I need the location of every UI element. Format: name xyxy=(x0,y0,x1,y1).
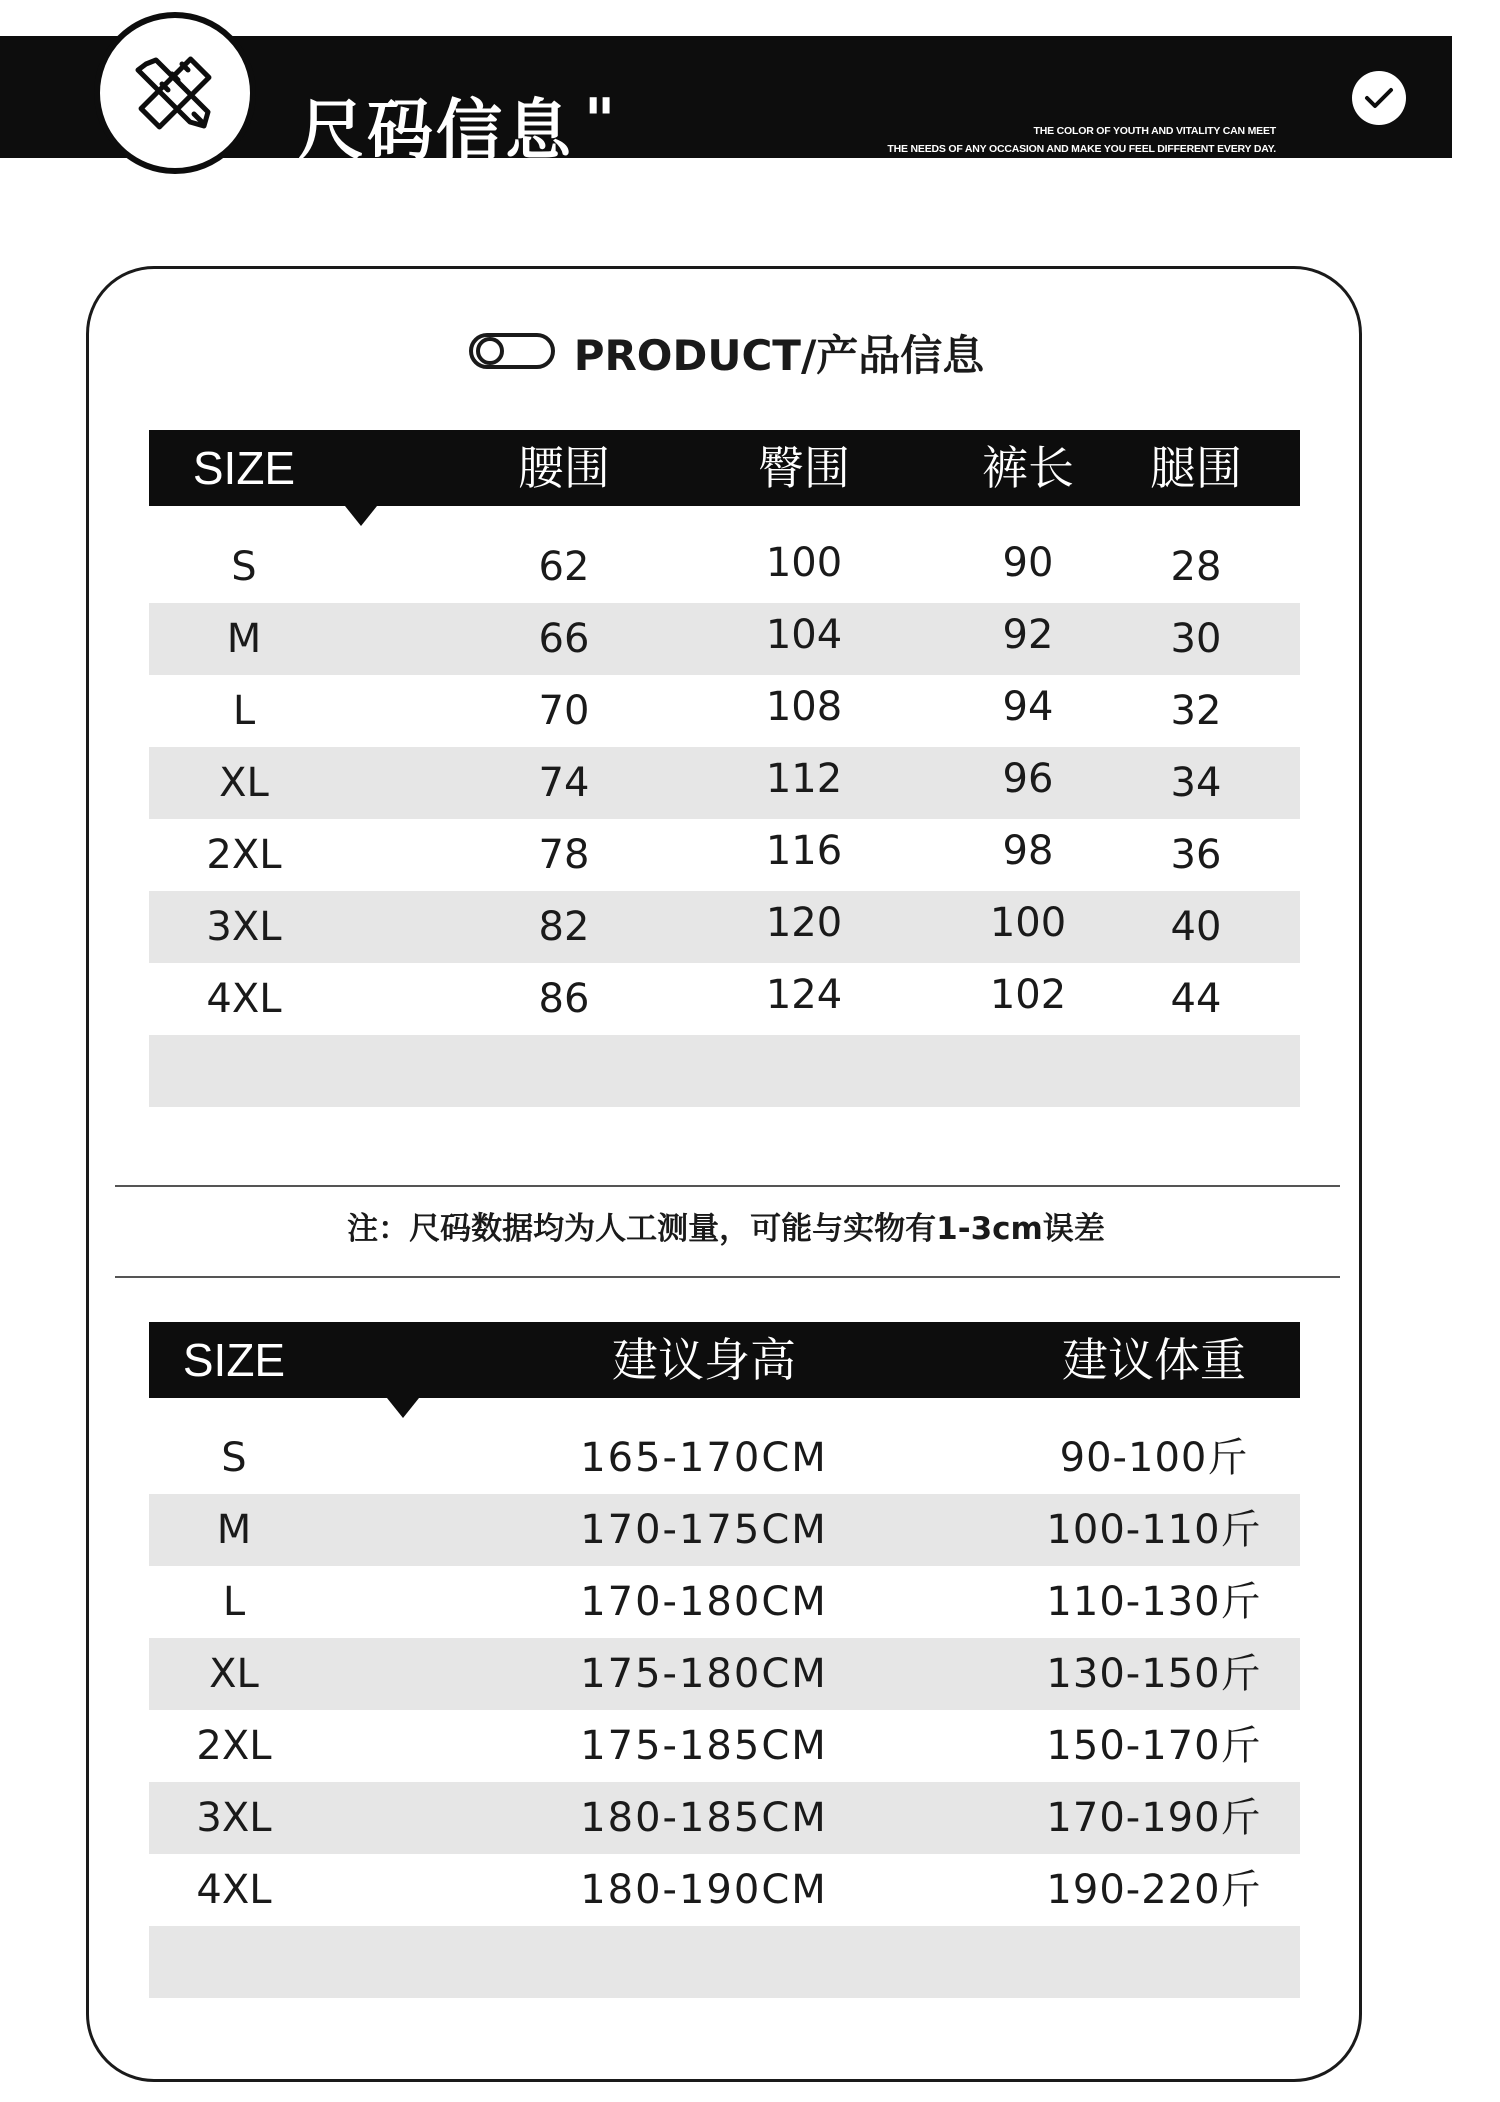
length-cell: 90 xyxy=(1002,540,1054,586)
height-cell: 180-185CM xyxy=(580,1795,828,1841)
height-cell: 165-170CM xyxy=(580,1435,828,1481)
divider-top xyxy=(115,1185,1340,1187)
size-cell: L xyxy=(222,1579,246,1625)
length-cell: 94 xyxy=(1002,684,1054,730)
table-row xyxy=(149,1566,1300,1638)
thigh-cell: 34 xyxy=(1170,760,1222,806)
check-icon xyxy=(1352,71,1406,125)
size-cell: M xyxy=(226,616,262,662)
waist-cell: 62 xyxy=(538,544,590,590)
waist-cell: 74 xyxy=(538,760,590,806)
table-row xyxy=(149,891,1300,963)
table-row xyxy=(149,675,1300,747)
thigh-cell: 36 xyxy=(1170,832,1222,878)
recommend-table-header xyxy=(149,1322,1300,1398)
header-size: SIZE xyxy=(192,442,296,494)
measure-table-header xyxy=(149,430,1300,506)
length-cell: 102 xyxy=(989,972,1067,1018)
size-cell: XL xyxy=(219,760,269,806)
length-cell: 100 xyxy=(989,900,1067,946)
toggle-icon xyxy=(468,326,556,386)
table-row xyxy=(149,1422,1300,1494)
weight-cell: 100-110斤 xyxy=(1046,1507,1262,1553)
table-row xyxy=(149,1494,1300,1566)
header-size: SIZE xyxy=(182,1334,286,1386)
hip-cell: 120 xyxy=(765,900,843,946)
table-row xyxy=(149,531,1300,603)
weight-cell: 150-170斤 xyxy=(1046,1723,1262,1769)
hip-cell: 116 xyxy=(765,828,843,874)
weight-cell: 110-130斤 xyxy=(1046,1579,1262,1625)
waist-cell: 66 xyxy=(538,616,590,662)
thigh-cell: 44 xyxy=(1170,976,1222,1022)
header-height: 建议身高 xyxy=(612,1333,796,1387)
height-cell: 170-175CM xyxy=(580,1507,828,1553)
waist-cell: 86 xyxy=(538,976,590,1022)
table-row xyxy=(149,1854,1300,1926)
page-title: 尺码信息 xyxy=(298,92,574,169)
header-slogan xyxy=(887,122,1276,158)
recommend-table-body xyxy=(149,1422,1300,1998)
measure-table-body xyxy=(149,531,1300,1107)
quote-mark: " xyxy=(584,86,616,156)
height-cell: 180-190CM xyxy=(580,1867,828,1913)
slogan-line-2: THE NEEDS OF ANY OCCASION AND MAKE YOU FEEL DIFFERENT EVERY DAY. xyxy=(887,143,1276,155)
product-title-text: PRODUCT/产品信息 xyxy=(573,331,985,380)
header-length: 裤长 xyxy=(982,441,1074,495)
size-cell: XL xyxy=(209,1651,259,1697)
measurement-note: 注：尺码数据均为人工测量，可能与实物有1-3cm误差 xyxy=(347,1211,1105,1247)
size-cell: 2XL xyxy=(196,1723,272,1769)
thigh-cell: 40 xyxy=(1170,904,1222,950)
waist-cell: 70 xyxy=(538,688,590,734)
table-row xyxy=(149,963,1300,1035)
length-cell: 98 xyxy=(1002,828,1054,874)
height-cell: 175-180CM xyxy=(580,1651,828,1697)
size-cell: 3XL xyxy=(206,904,282,950)
table-row xyxy=(149,819,1300,891)
header-weight: 建议体重 xyxy=(1062,1333,1246,1387)
table-row xyxy=(149,603,1300,675)
length-cell: 92 xyxy=(1002,612,1054,658)
empty-row xyxy=(149,1035,1300,1107)
size-cell: 4XL xyxy=(206,976,282,1022)
table-row xyxy=(149,1710,1300,1782)
waist-cell: 82 xyxy=(538,904,590,950)
size-cell: 3XL xyxy=(196,1795,272,1841)
header-pointer xyxy=(345,506,377,526)
table-row xyxy=(149,747,1300,819)
table-row xyxy=(149,1782,1300,1854)
thigh-cell: 30 xyxy=(1170,616,1222,662)
hip-cell: 124 xyxy=(765,972,843,1018)
header-waist: 腰围 xyxy=(518,441,610,495)
thigh-cell: 28 xyxy=(1170,544,1222,590)
weight-cell: 90-100斤 xyxy=(1059,1435,1249,1481)
empty-row xyxy=(149,1926,1300,1998)
ruler-pencil-icon xyxy=(94,12,256,174)
size-cell: 2XL xyxy=(206,832,282,878)
thigh-cell: 32 xyxy=(1170,688,1222,734)
size-cell: L xyxy=(232,688,256,734)
slogan-line-1: THE COLOR OF YOUTH AND VITALITY CAN MEET xyxy=(1033,125,1276,137)
divider-bottom xyxy=(115,1276,1340,1278)
length-cell: 96 xyxy=(1002,756,1054,802)
weight-cell: 190-220斤 xyxy=(1046,1867,1262,1913)
size-cell: M xyxy=(216,1507,252,1553)
waist-cell: 78 xyxy=(538,832,590,878)
hip-cell: 100 xyxy=(765,540,843,586)
header-hip: 臀围 xyxy=(758,441,850,495)
table-row xyxy=(149,1638,1300,1710)
weight-cell: 130-150斤 xyxy=(1046,1651,1262,1697)
weight-cell: 170-190斤 xyxy=(1046,1795,1262,1841)
size-cell: 4XL xyxy=(196,1867,272,1913)
hip-cell: 104 xyxy=(765,612,843,658)
product-title xyxy=(0,326,1452,386)
size-cell: S xyxy=(221,1435,247,1481)
header-pointer xyxy=(387,1398,419,1418)
header-thigh: 腿围 xyxy=(1150,441,1242,495)
height-cell: 170-180CM xyxy=(580,1579,828,1625)
hip-cell: 108 xyxy=(765,684,843,730)
height-cell: 175-185CM xyxy=(580,1723,828,1769)
size-cell: S xyxy=(231,544,257,590)
hip-cell: 112 xyxy=(765,756,843,802)
